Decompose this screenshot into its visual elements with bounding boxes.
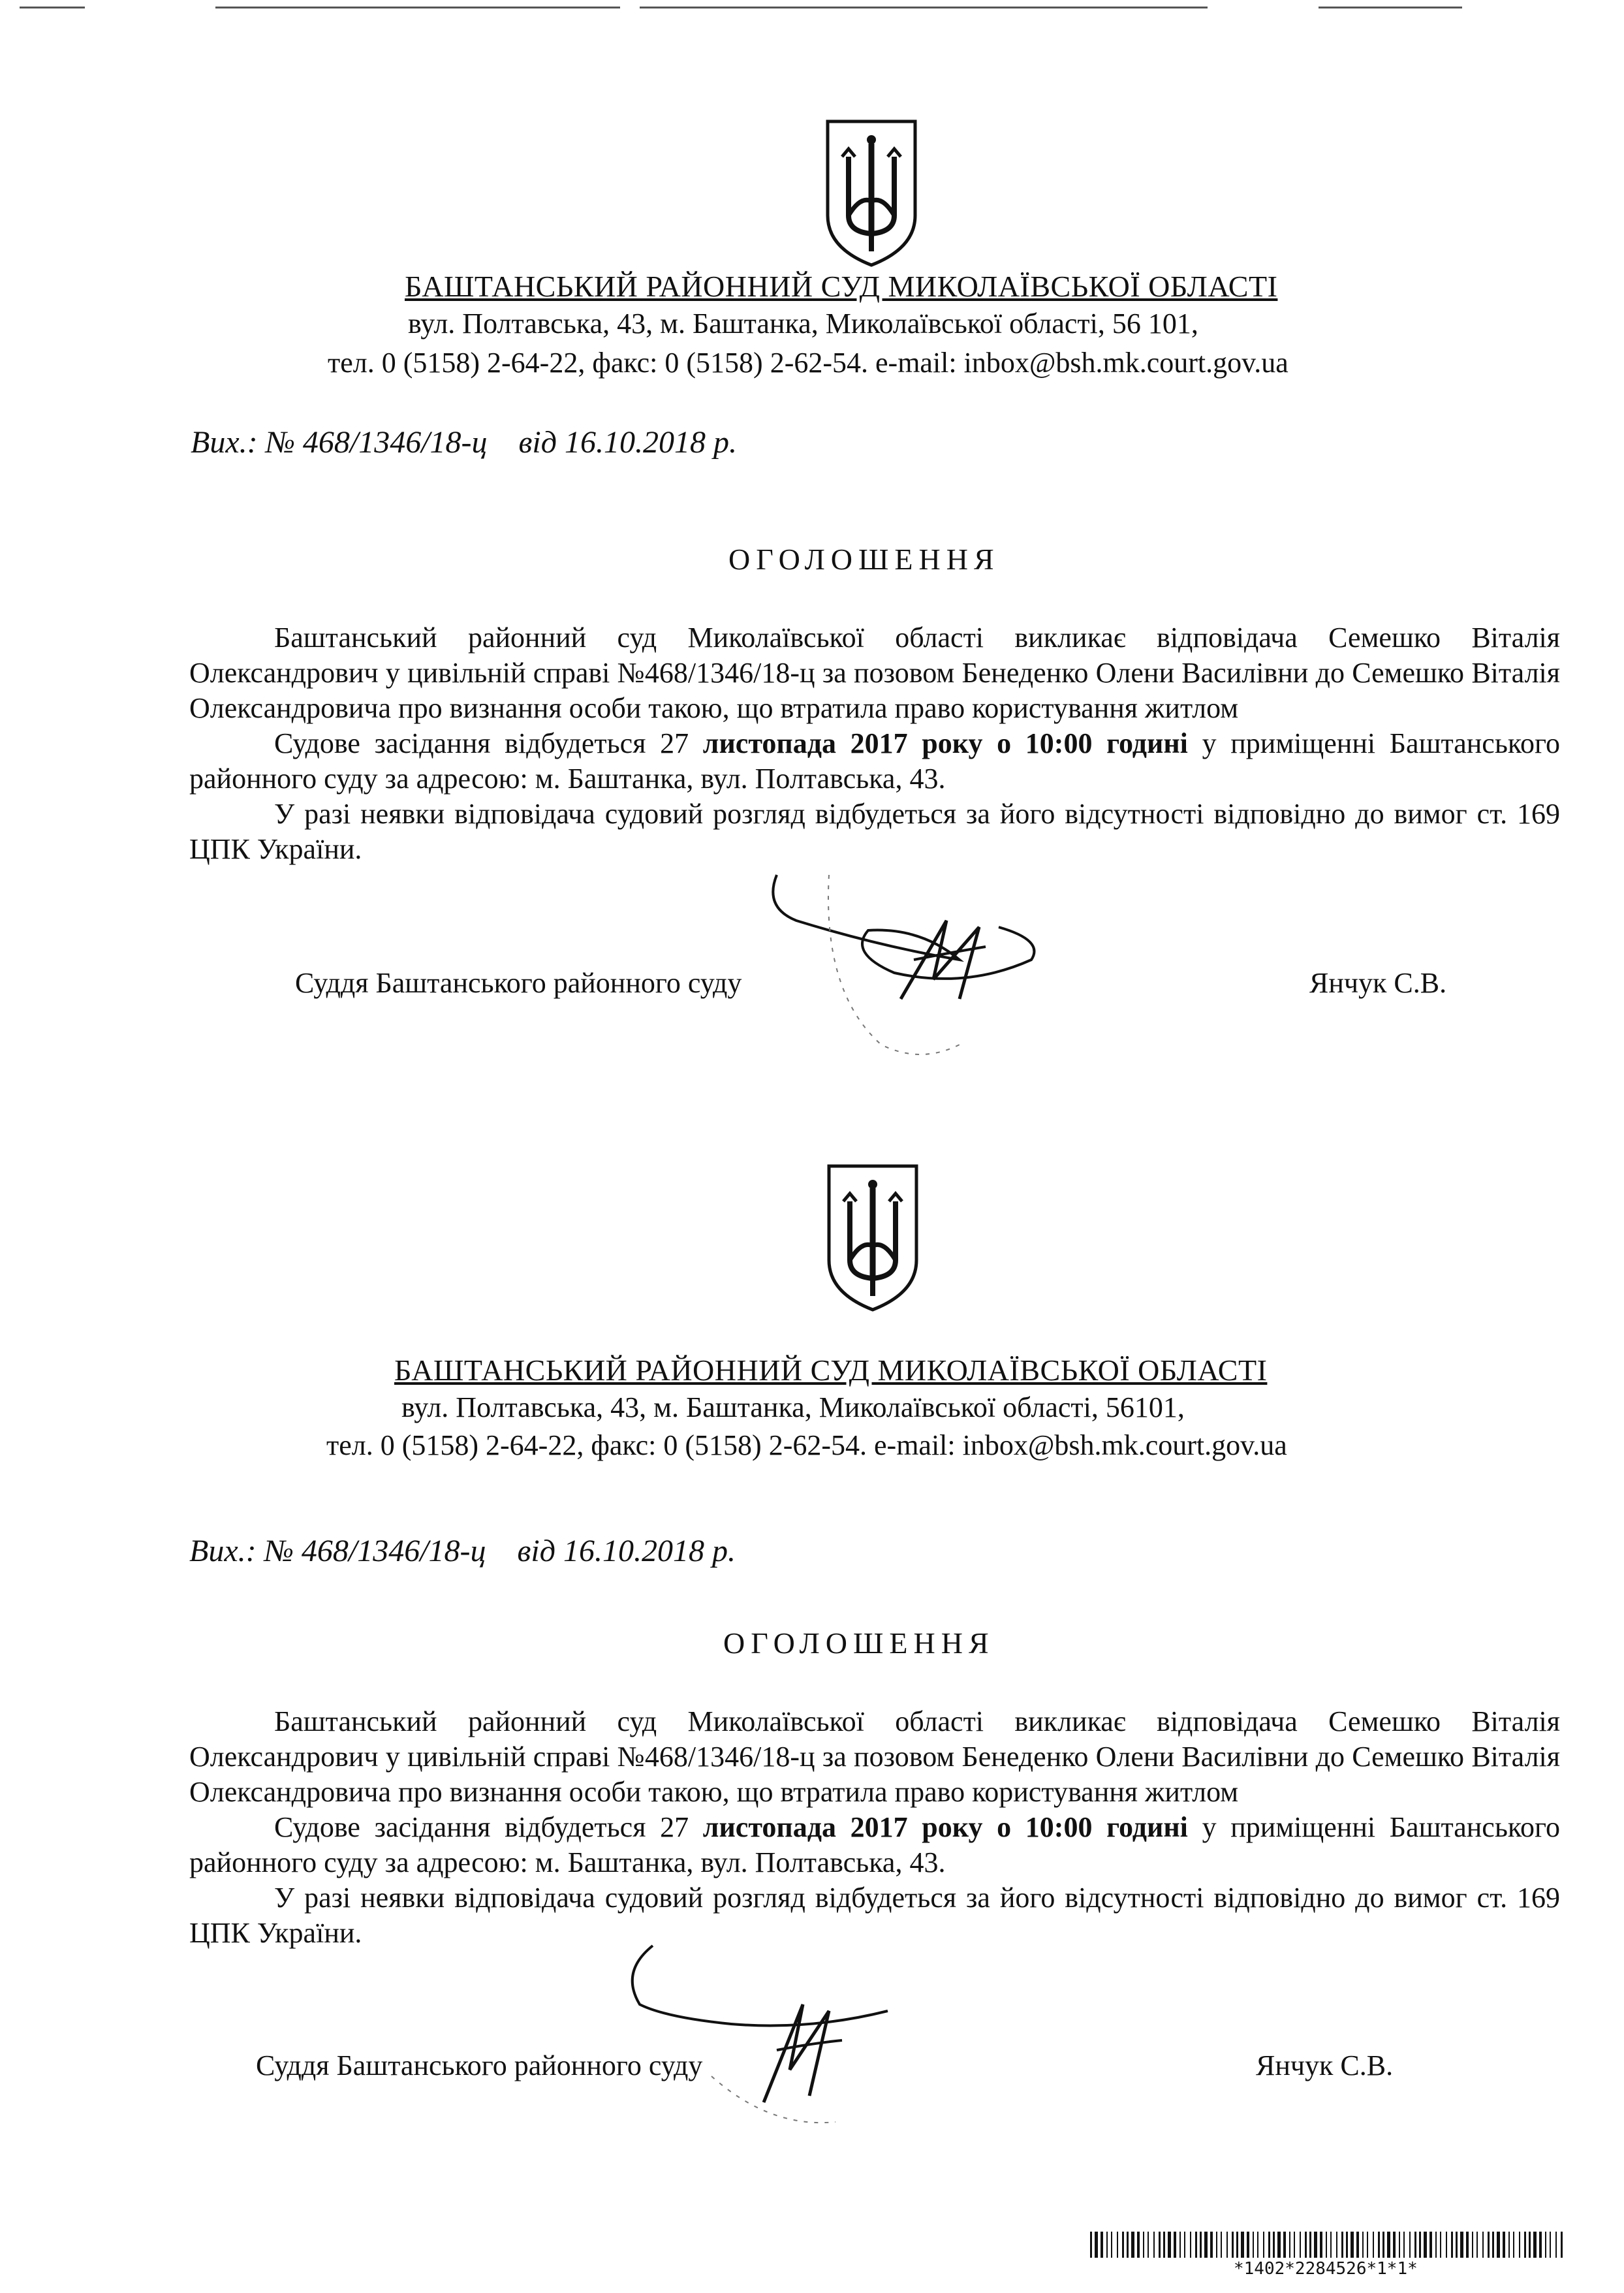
paragraph-absence: У разі неявки відповідача судовий розгляд відбудеться за його відсутності відповідно до вимог ст. 169 ЦПК України.	[189, 1882, 1560, 1949]
barcode-bar	[1179, 2232, 1181, 2258]
barcode-bar	[1472, 2232, 1473, 2258]
notice-2	[0, 1084, 1624, 2194]
barcode-bar	[1533, 2232, 1537, 2258]
barcode-bar	[1153, 2232, 1155, 2258]
barcode-bar	[1435, 2232, 1437, 2258]
hearing-end: у приміщенні Баштанського районного суду за адресою: м. Баштанка, вул. Полтавська, 43.	[189, 1811, 1560, 1878]
barcode-bar	[1127, 2232, 1129, 2258]
barcode-bar	[1356, 2232, 1359, 2258]
barcode-bar	[1309, 2232, 1311, 2258]
barcode-bar	[1482, 2232, 1484, 2258]
paragraph-hearing	[189, 726, 1560, 797]
barcode-bar	[1216, 2232, 1217, 2258]
barcode-bar	[1497, 2232, 1500, 2258]
barcode-bar	[1095, 2232, 1098, 2258]
barcode-bar	[1555, 2232, 1557, 2258]
barcode-bar	[1117, 2232, 1118, 2258]
outgoing-reference	[191, 424, 737, 460]
hearing-start: Судове засідання відбудеться 27	[274, 727, 689, 759]
barcode-bar	[1159, 2232, 1161, 2258]
hearing-end: у приміщенні Баштанського районного суду за адресою: м. Баштанка, вул. Полтавська, 43.	[189, 727, 1560, 795]
barcode-bar	[1492, 2232, 1494, 2258]
barcode-bar	[1550, 2232, 1551, 2258]
judge-title: Суддя Баштанського районного суду	[295, 967, 742, 999]
court-name: БАШТАНСЬКИЙ РАЙОННИЙ СУД МИКОЛАЇВСЬКОЇ ОБЛАСТІ	[405, 270, 1278, 303]
court-name: БАШТАНСЬКИЙ РАЙОННИЙ СУД МИКОЛАЇВСЬКОЇ ОБЛАСТІ	[394, 1353, 1268, 1387]
outgoing-reference	[189, 1533, 736, 1569]
barcode-bar	[1373, 2232, 1374, 2258]
outgoing-suffix: р.	[713, 425, 737, 460]
barcode-bar	[1382, 2232, 1384, 2258]
barcode-bar	[1148, 2232, 1149, 2258]
barcode-bar	[1326, 2232, 1327, 2258]
barcode	[1090, 2232, 1567, 2258]
barcode-bar	[1466, 2232, 1469, 2258]
barcode-bar	[1476, 2232, 1478, 2258]
barcode-bar	[1545, 2232, 1546, 2258]
outgoing-suffix: р.	[711, 1534, 736, 1568]
ukraine-trident-icon	[824, 1162, 922, 1312]
barcode-bar	[1195, 2232, 1197, 2258]
barcode-bar	[1508, 2232, 1510, 2258]
outgoing-number: 468/1346/18-ц	[301, 1534, 486, 1568]
barcode-bar	[1090, 2232, 1092, 2258]
outgoing-from: від	[517, 1534, 555, 1568]
barcode-bar	[1519, 2232, 1520, 2258]
barcode-bar	[1210, 2232, 1213, 2258]
barcode-bar	[1524, 2232, 1526, 2258]
barcode-bar	[1336, 2232, 1337, 2258]
barcode-bar	[1131, 2232, 1134, 2258]
outgoing-prefix: Вих.: №	[191, 425, 295, 460]
outgoing-date: 16.10.2018	[563, 1534, 704, 1568]
judge-title: Суддя Баштанського районного суду	[256, 2049, 703, 2081]
court-address: вул. Полтавська, 43, м. Баштанка, Миколаївської області, 56 101,	[408, 308, 1198, 340]
judge-name: Янчук С.В.	[1256, 2049, 1394, 2081]
barcode-bar	[1451, 2232, 1453, 2258]
barcode-bar	[1253, 2232, 1254, 2258]
paragraph-hearing	[189, 1810, 1560, 1880]
notice-heading: ОГОЛОШЕННЯ	[723, 1626, 995, 1660]
barcode-bar	[1456, 2232, 1458, 2258]
outgoing-prefix: Вих.: №	[189, 1534, 294, 1568]
barcode-bar	[1429, 2232, 1432, 2258]
barcode-bar	[1419, 2232, 1421, 2258]
barcode-bar	[1362, 2232, 1364, 2258]
barcode-bar	[1320, 2232, 1322, 2258]
barcode-bar	[1184, 2232, 1185, 2258]
barcode-bar	[1277, 2232, 1281, 2258]
barcode-bar	[1232, 2232, 1234, 2258]
barcode-bar	[1399, 2232, 1400, 2258]
paragraph-absence: У разі неявки відповідача судовий розгляд відбудеться за його відсутності відповідно до вимог ст. 169 ЦПК України.	[189, 798, 1560, 865]
notice-heading: ОГОЛОШЕННЯ	[728, 543, 1000, 576]
barcode-bar	[1204, 2232, 1208, 2258]
notice-body	[189, 1704, 1560, 1951]
judge-signature	[614, 1933, 1018, 2181]
barcode-bar	[1289, 2232, 1290, 2258]
barcode-bar	[1111, 2232, 1112, 2258]
barcode-bar	[1106, 2232, 1108, 2258]
barcode-text: *1402*2284526*1*1*	[1234, 2259, 1418, 2279]
paragraph-summons: Баштанський районний суд Миколаївської області викликає відповідача Семешко Віталія Олександрович у цивільній справі №468/1346/18-ц за позовом Бенеденко Олени Василівни до Семешко Віталія Олександровича про визнання особи такою, що втратила право користування житлом	[189, 622, 1560, 724]
barcode-bar	[1446, 2232, 1447, 2258]
barcode-bar	[1341, 2232, 1343, 2258]
barcode-bar	[1122, 2232, 1124, 2258]
barcode-bar	[1529, 2232, 1531, 2258]
barcode-bar	[1424, 2232, 1427, 2258]
barcode-bar	[1247, 2232, 1249, 2258]
barcode-bar	[1226, 2232, 1228, 2258]
barcode-bar	[1367, 2232, 1368, 2258]
barcode-bar	[1263, 2232, 1264, 2258]
barcode-bar	[1305, 2232, 1307, 2258]
barcode-bar	[1221, 2232, 1222, 2258]
barcode-bar	[1143, 2232, 1144, 2258]
barcode-bar	[1414, 2232, 1416, 2258]
barcode-bar	[1200, 2232, 1202, 2258]
barcode-bar	[1403, 2232, 1405, 2258]
barcode-bar	[1241, 2232, 1244, 2258]
outgoing-from: від	[518, 425, 557, 460]
court-address: вул. Полтавська, 43, м. Баштанка, Миколаївської області, 56101,	[401, 1391, 1185, 1423]
barcode-bar	[1236, 2232, 1238, 2258]
barcode-bar	[1300, 2232, 1301, 2258]
barcode-bar	[1294, 2232, 1295, 2258]
outgoing-number: 468/1346/18-ц	[302, 425, 488, 460]
barcode-bar	[1283, 2232, 1286, 2258]
barcode-bar	[1101, 2232, 1103, 2258]
barcode-bar	[1190, 2232, 1191, 2258]
barcode-bar	[1257, 2232, 1258, 2258]
barcode-bar	[1440, 2232, 1441, 2258]
hearing-datetime: листопада 2017 року о 10:00 годині	[702, 1811, 1188, 1843]
outgoing-date: 16.10.2018	[564, 425, 706, 460]
barcode-bar	[1168, 2232, 1171, 2258]
barcode-bar	[1488, 2232, 1490, 2258]
notice-1	[0, 0, 1624, 1110]
barcode-bar	[1346, 2232, 1348, 2258]
barcode-bar	[1351, 2232, 1354, 2258]
notice-body	[189, 620, 1560, 867]
barcode-bar	[1378, 2232, 1380, 2258]
barcode-bar	[1503, 2232, 1505, 2258]
barcode-bar	[1409, 2232, 1411, 2258]
paragraph-summons: Баштанський районний суд Миколаївської області викликає відповідача Семешко Віталія Олександрович у цивільній справі №468/1346/18-ц за позовом Бенеденко Олени Василівни до Семешко Віталія Олександровича про визнання особи такою, що втратила право користування житлом	[189, 1705, 1560, 1808]
barcode-bar	[1314, 2232, 1317, 2258]
barcode-bar	[1273, 2232, 1275, 2258]
barcode-bar	[1163, 2232, 1165, 2258]
barcode-bar	[1174, 2232, 1176, 2258]
court-contacts: тел. 0 (5158) 2-64-22, факс: 0 (5158) 2-62-54. e-mail: inbox@bsh.mk.court.gov.ua	[326, 1429, 1287, 1461]
barcode-bar	[1561, 2232, 1563, 2258]
barcode-bar	[1539, 2232, 1542, 2258]
barcode-bar	[1137, 2232, 1140, 2258]
hearing-datetime: листопада 2017 року о 10:00 годині	[702, 727, 1188, 759]
barcode-bar	[1268, 2232, 1270, 2258]
barcode-bar	[1460, 2232, 1463, 2258]
barcode-bar	[1393, 2232, 1396, 2258]
judge-name: Янчук С.В.	[1309, 967, 1447, 999]
judge-signature	[751, 849, 1155, 1084]
hearing-start: Судове засідання відбудеться 27	[274, 1811, 689, 1843]
barcode-bar	[1330, 2232, 1332, 2258]
barcode-bar	[1387, 2232, 1390, 2258]
barcode-bar	[1513, 2232, 1514, 2258]
ukraine-trident-icon	[822, 118, 920, 268]
court-contacts: тел. 0 (5158) 2-64-22, факс: 0 (5158) 2-62-54. e-mail: inbox@bsh.mk.court.gov.ua	[328, 347, 1288, 379]
